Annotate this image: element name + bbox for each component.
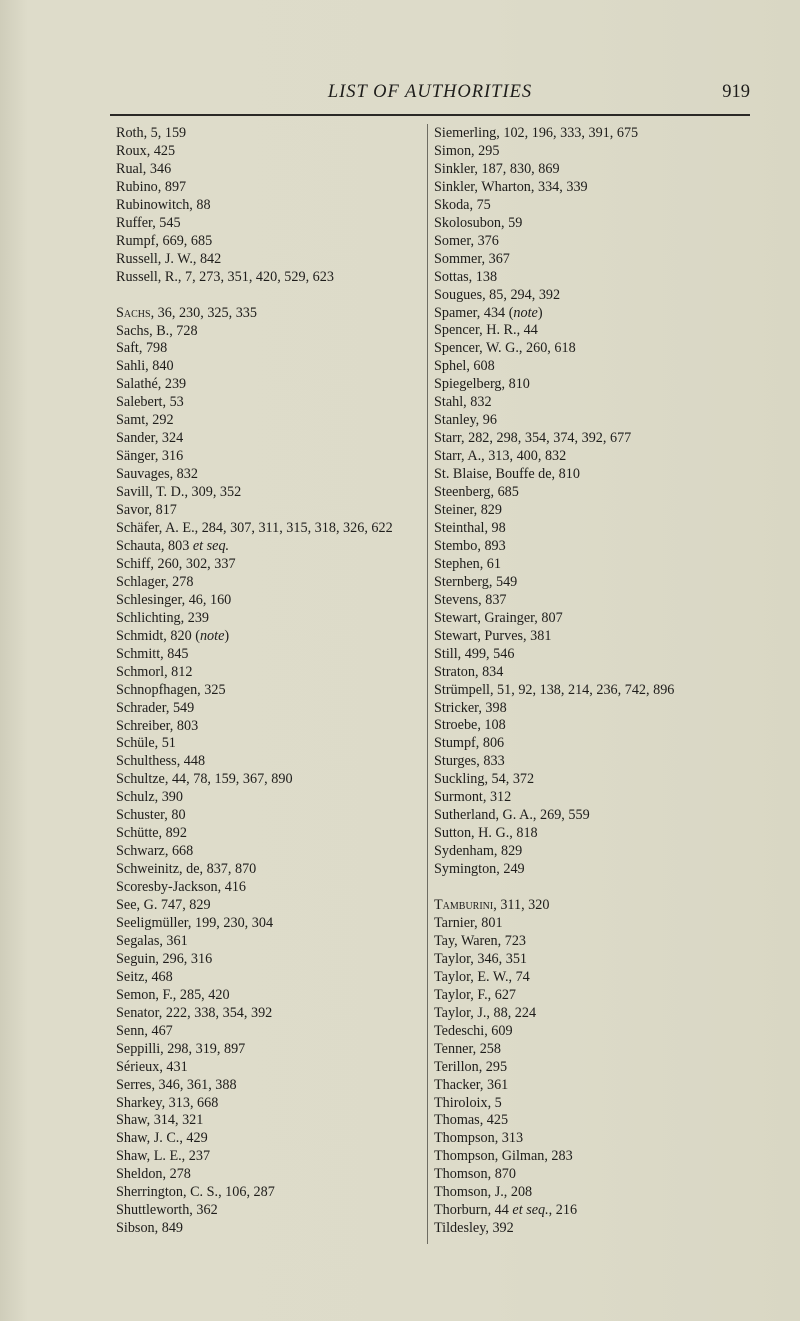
index-entry: Skoda, 75 [434, 196, 491, 213]
left-index-column [116, 125, 414, 1238]
index-entry: St. Blaise, Bouffe de, 810 [434, 466, 580, 483]
index-entry: Taylor, E. W., 74 [434, 968, 530, 985]
index-entry: Starr, A., 313, 400, 832 [434, 448, 567, 465]
index-entry: Stewart, Grainger, 807 [434, 609, 563, 626]
page-header [110, 82, 750, 112]
index-entry: Tenner, 258 [434, 1040, 501, 1057]
index-entry: Spiegelberg, 810 [434, 376, 530, 393]
index-entry: Sheldon, 278 [116, 1166, 191, 1183]
index-entry: Stembo, 893 [434, 537, 506, 554]
index-entry: Sphel, 608 [434, 358, 495, 375]
index-entry: Thompson, Gilman, 283 [434, 1148, 573, 1165]
index-entry: Thacker, 361 [434, 1076, 509, 1093]
index-entry: Sutton, H. G., 818 [434, 825, 538, 842]
index-entry: Sander, 324 [116, 430, 184, 447]
index-entry: Salebert, 53 [116, 394, 184, 411]
index-entry: Russell, J. W., 842 [116, 250, 222, 267]
index-entry: Schweinitz, de, 837, 870 [116, 861, 257, 878]
index-entry: Saft, 798 [116, 340, 168, 357]
index-entry: Simon, 295 [434, 142, 500, 159]
page-number: 919 [722, 82, 750, 102]
index-entry: Sommer, 367 [434, 250, 510, 267]
index-entry: Schmorl, 812 [116, 663, 193, 680]
index-entry: Tedeschi, 609 [434, 1022, 513, 1039]
index-entry: Spencer, W. G., 260, 618 [434, 340, 576, 357]
index-entry: Still, 499, 546 [434, 645, 515, 662]
index-entry: Surmont, 312 [434, 789, 512, 806]
section-gap [116, 287, 414, 305]
index-entry: Schauta, 803 et seq. [116, 537, 230, 554]
index-entry: Sinkler, 187, 830, 869 [434, 160, 560, 177]
index-entry: Scoresby-Jackson, 416 [116, 879, 247, 896]
index-entry: Rubino, 897 [116, 178, 187, 195]
index-entry: Stahl, 832 [434, 394, 492, 411]
index-entry: Steiner, 829 [434, 502, 502, 519]
section-gap [434, 879, 746, 897]
index-entry: Sérieux, 431 [116, 1058, 188, 1075]
index-entry: Thiroloix, 5 [434, 1094, 502, 1111]
index-entry: Seitz, 468 [116, 968, 173, 985]
index-entry: Sahli, 840 [116, 358, 174, 375]
index-entry: Steenberg, 685 [434, 484, 519, 501]
index-entry: Schäfer, A. E., 284, 307, 311, 315, 318, 326, 622 [116, 520, 393, 537]
index-entry: Skolosubon, 59 [434, 214, 523, 231]
index-entry: Sharkey, 313, 668 [116, 1094, 219, 1111]
index-entry: Siemerling, 102, 196, 333, 391, 675 [434, 125, 639, 141]
index-entry: Taylor, 346, 351 [434, 950, 528, 967]
index-entry: Strümpell, 51, 92, 138, 214, 236, 742, 896 [434, 681, 675, 698]
index-entry: Spamer, 434 (note) [434, 304, 543, 321]
running-title: LIST OF AUTHORITIES [327, 82, 533, 102]
index-entry: Spencer, H. R., 44 [434, 322, 538, 339]
index-entry: Sydenham, 829 [434, 843, 523, 860]
index-entry: Senator, 222, 338, 354, 392 [116, 1004, 273, 1021]
index-entry: Sottas, 138 [434, 268, 498, 285]
index-entry: Schrader, 549 [116, 699, 195, 716]
index-entry: Stumpf, 806 [434, 735, 505, 752]
header-rule [110, 114, 750, 116]
index-entry: Salathé, 239 [116, 376, 187, 393]
index-entry: Starr, 282, 298, 354, 374, 392, 677 [434, 430, 632, 447]
index-entry: Tay, Waren, 723 [434, 932, 527, 949]
index-entry: Savill, T. D., 309, 352 [116, 484, 242, 501]
index-entry: Thomas, 425 [434, 1112, 509, 1129]
index-entry: Sauvages, 832 [116, 466, 198, 483]
index-entry: Rubinowitch, 88 [116, 196, 211, 213]
index-entry: Thorburn, 44 et seq., 216 [434, 1202, 578, 1219]
index-entry: Savor, 817 [116, 502, 177, 519]
index-entry: Shaw, L. E., 237 [116, 1148, 211, 1165]
index-entry: Schnopfhagen, 325 [116, 681, 226, 698]
index-entry: Seppilli, 298, 319, 897 [116, 1040, 246, 1057]
index-entry: Taylor, F., 627 [434, 986, 517, 1003]
right-index-column [434, 125, 746, 1238]
index-entry: Segalas, 361 [116, 932, 188, 949]
index-entry: Tildesley, 392 [434, 1220, 514, 1237]
index-entry: Shaw, 314, 321 [116, 1112, 204, 1129]
index-entry: Sänger, 316 [116, 448, 184, 465]
index-entry: Sturges, 833 [434, 753, 505, 770]
index-entry: Rual, 346 [116, 160, 172, 177]
index-entry: Schütte, 892 [116, 825, 187, 842]
index-entry: Serres, 346, 361, 388 [116, 1076, 237, 1093]
column-divider [427, 124, 428, 1244]
index-entry: Schulz, 390 [116, 789, 183, 806]
index-entry: Sachs, B., 728 [116, 322, 198, 339]
index-entry: Schlager, 278 [116, 573, 194, 590]
index-entry: Thomson, J., 208 [434, 1184, 533, 1201]
index-entry: Schreiber, 803 [116, 717, 199, 734]
index-entry: Roux, 425 [116, 142, 176, 159]
index-entry: Rumpf, 669, 685 [116, 232, 213, 249]
index-entry: Sternberg, 549 [434, 573, 518, 590]
index-entry: Seguin, 296, 316 [116, 950, 213, 967]
index-entry: Roth, 5, 159 [116, 125, 187, 141]
index-entry: Schulthess, 448 [116, 753, 206, 770]
index-entry: Suckling, 54, 372 [434, 771, 535, 788]
index-entry: Stevens, 837 [434, 591, 507, 608]
index-entry: Schmidt, 820 (note) [116, 627, 230, 644]
index-entry: Stanley, 96 [434, 412, 497, 429]
index-entry: Stewart, Purves, 381 [434, 627, 552, 644]
index-entry: Taylor, J., 88, 224 [434, 1004, 537, 1021]
index-entry: Schultze, 44, 78, 159, 367, 890 [116, 771, 293, 788]
index-entry: Stephen, 61 [434, 555, 501, 572]
index-entry: Schlesinger, 46, 160 [116, 591, 232, 608]
index-entry: Schiff, 260, 302, 337 [116, 555, 236, 572]
index-entry: Stricker, 398 [434, 699, 507, 716]
index-entry: Russell, R., 7, 273, 351, 420, 529, 623 [116, 268, 334, 285]
index-entry: Tarnier, 801 [434, 914, 503, 931]
index-entry: Symington, 249 [434, 861, 525, 878]
index-entry: Schwarz, 668 [116, 843, 194, 860]
index-entry: Sibson, 849 [116, 1220, 184, 1237]
index-entry: Schmitt, 845 [116, 645, 189, 662]
index-entry: Sachs, 36, 230, 325, 335 [116, 304, 257, 321]
index-entry: Shaw, J. C., 429 [116, 1130, 208, 1147]
index-entry: Tamburini, 311, 320 [434, 897, 550, 914]
index-entry: Straton, 834 [434, 663, 504, 680]
index-entry: Sougues, 85, 294, 392 [434, 286, 561, 303]
index-entry: Steinthal, 98 [434, 519, 506, 536]
index-entry: Semon, F., 285, 420 [116, 986, 230, 1003]
index-entry: Thomson, 870 [434, 1166, 516, 1183]
index-entry: Stroebe, 108 [434, 717, 506, 734]
index-entry: Thompson, 313 [434, 1130, 524, 1147]
index-entry: Seeligmüller, 199, 230, 304 [116, 914, 274, 931]
index-entry: Schuster, 80 [116, 807, 186, 824]
index-entry: Terillon, 295 [434, 1058, 508, 1075]
index-entry: Senn, 467 [116, 1022, 173, 1039]
index-entry: Samt, 292 [116, 412, 174, 429]
index-entry: Sherrington, C. S., 106, 287 [116, 1184, 275, 1201]
index-entry: Shuttleworth, 362 [116, 1202, 218, 1219]
index-entry: Schlichting, 239 [116, 609, 210, 626]
index-entry: Sinkler, Wharton, 334, 339 [434, 178, 588, 195]
index-entry: Schüle, 51 [116, 735, 176, 752]
index-entry: Sutherland, G. A., 269, 559 [434, 807, 590, 824]
index-entry: Somer, 376 [434, 232, 499, 249]
index-entry: Ruffer, 545 [116, 214, 181, 231]
index-entry: See, G. 747, 829 [116, 897, 211, 914]
